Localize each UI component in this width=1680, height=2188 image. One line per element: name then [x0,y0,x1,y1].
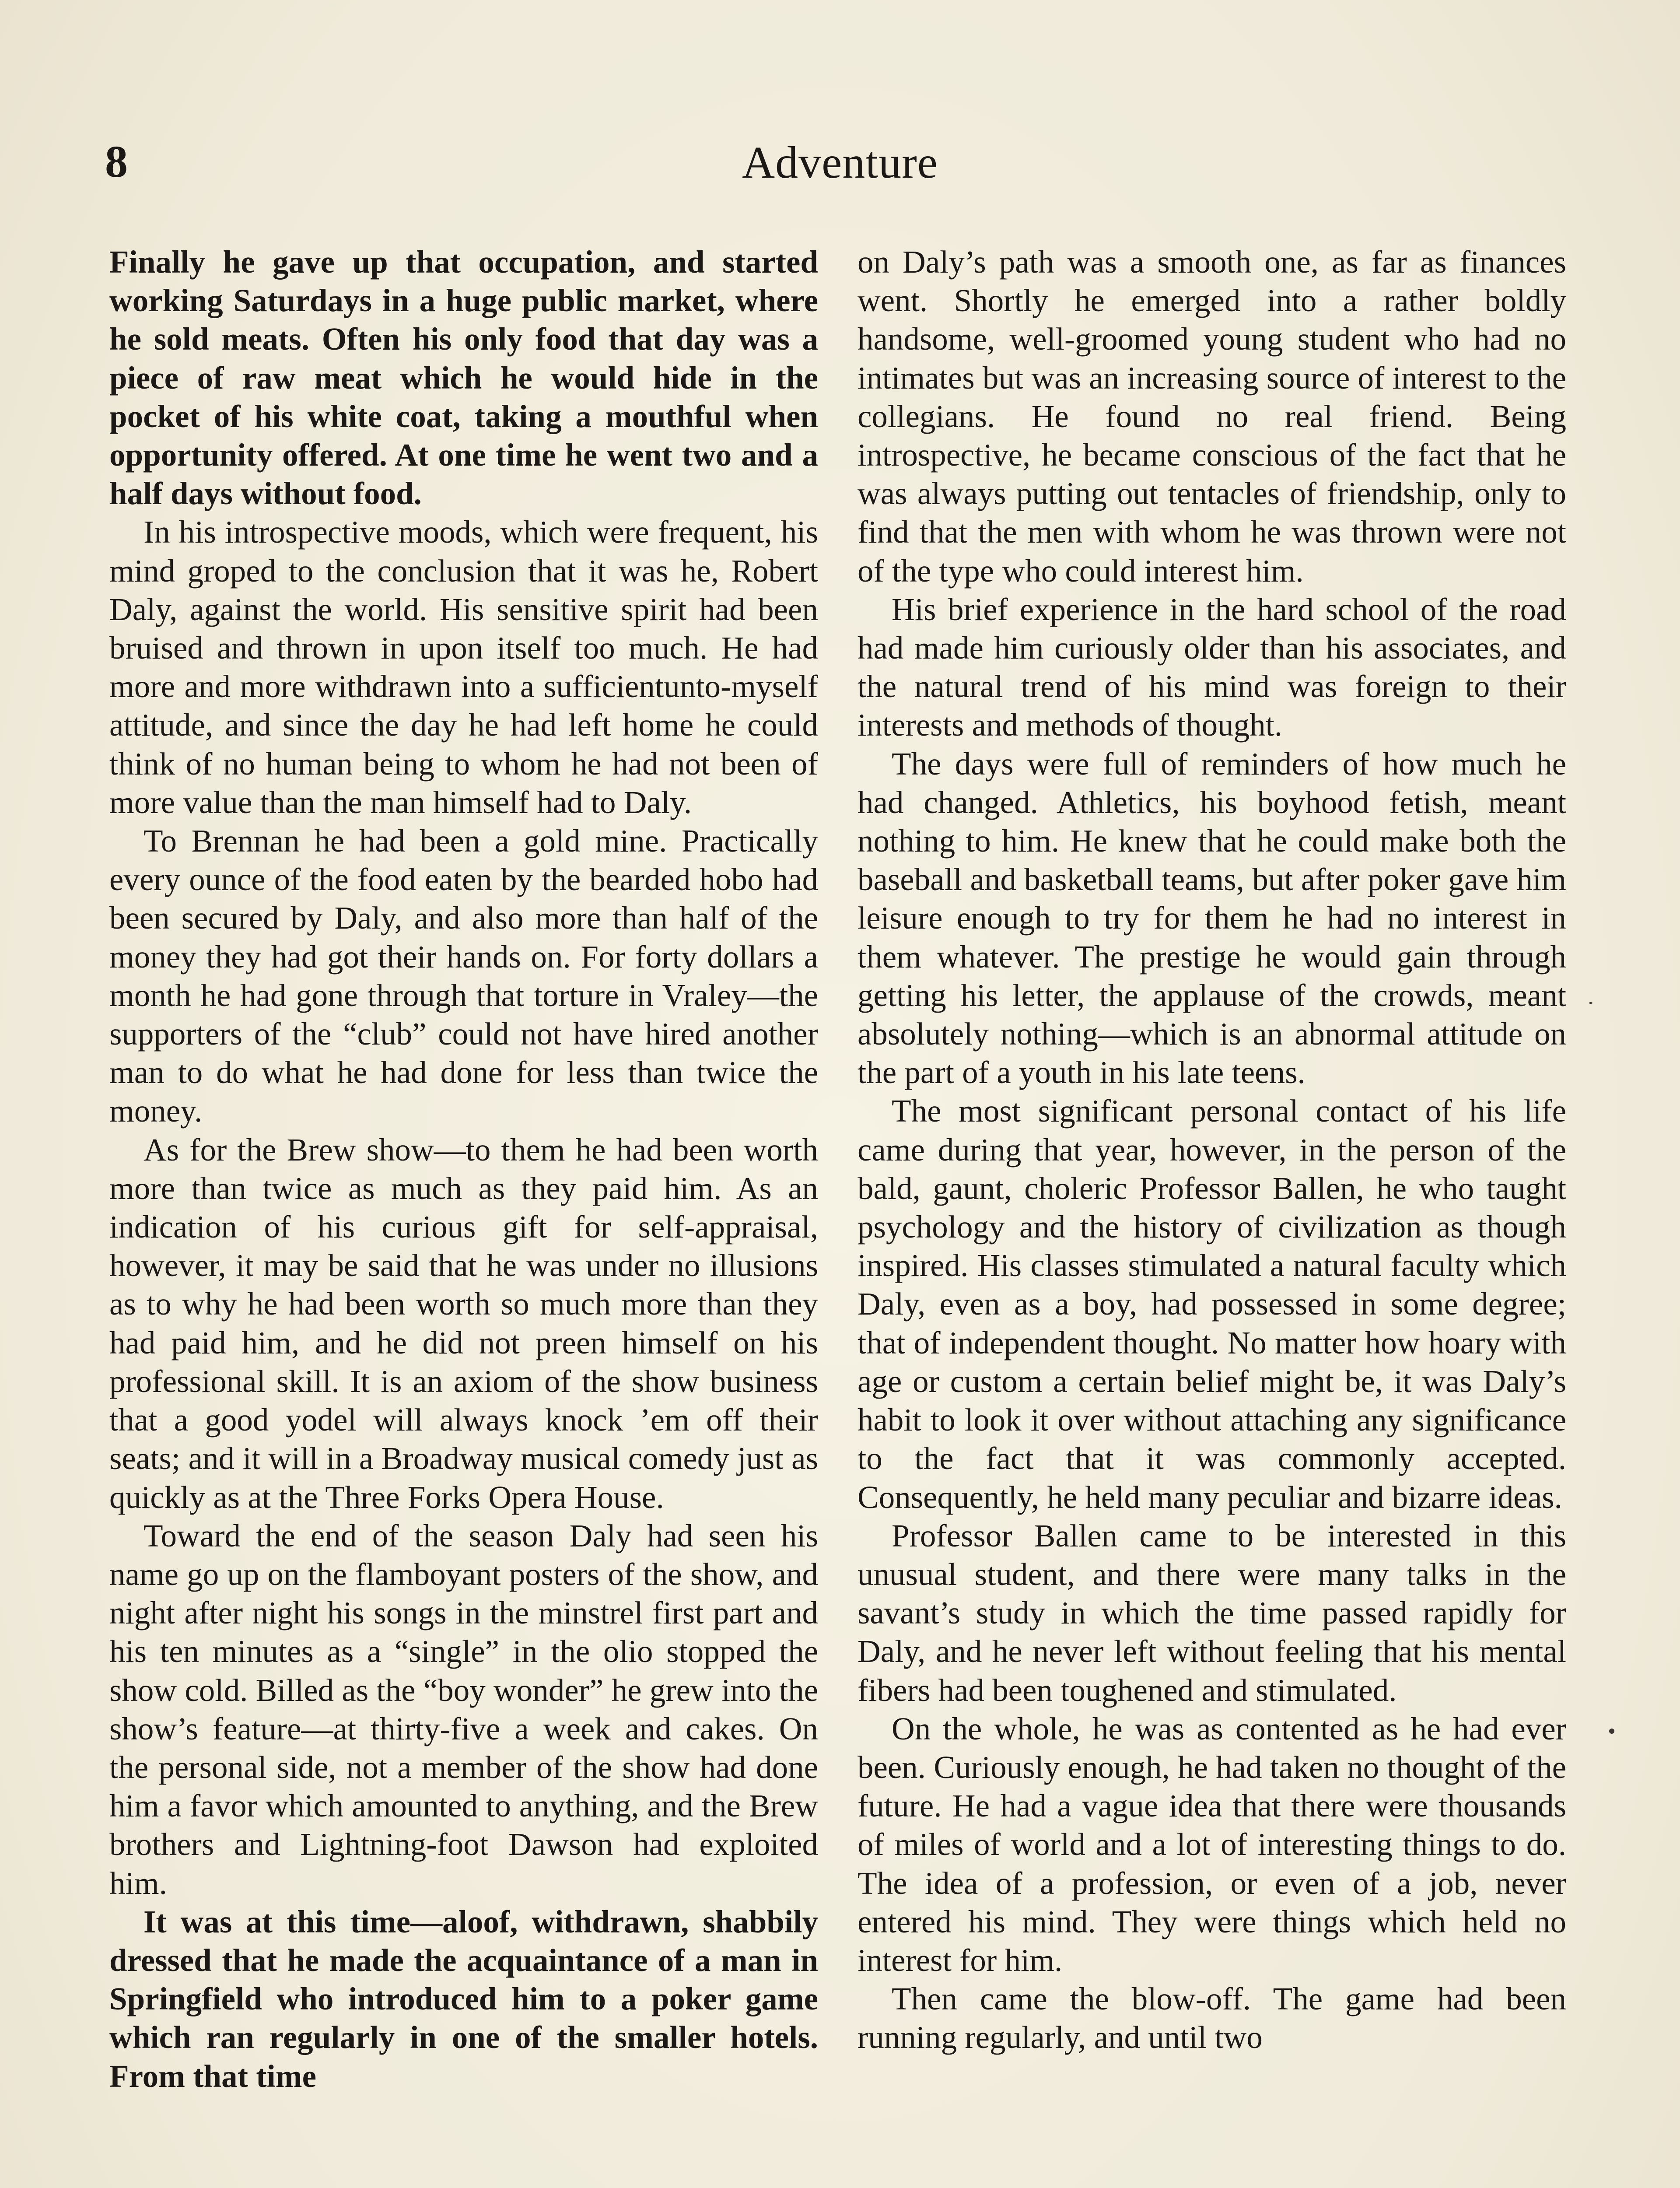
paragraph: Toward the end of the season Daly had seen his name go up on the flamboyant posters of the show, and night after night his songs in the minstrel first part and his ten minutes as a “single” in the olio stopped the show cold. Billed as the “boy wonder” he grew into the show’s feature—at thirty-five a week and cakes. On the personal side, not a member of the show had done him a favor which amounted to anything, and the Brew brothers and Lightning-foot Dawson had exploited him. [109,1518,818,1901]
paragraph: It was at this time—aloof, withdrawn, shabbily dressed that he made the acquaintance of a man in Springfield who introduced him to a poker game which ran regularly in one of the smaller hotels. From that time [109,1904,818,2094]
paragraph: In his introspective moods, which were frequent, his mind groped to the conclusion that it was he, Robert Daly, against the world. His sensitive spirit had been bruised and thrown in upon itself too much. He had more and more withdrawn into a sufficientunto-myself attitude, and since the day he had left home he could think of no human being to whom he had not been of more value than the man himself had to Daly. [109,514,818,820]
paragraph: Then came the blow-off. The game had been running regularly, and until two [858,1981,1566,2055]
paragraph: on Daly’s path was a smooth one, as far as finances went. Shortly he emerged into a rather boldly handsome, well-groomed young student who had no intimates but was an increasing source of interest to the collegians. He found no real friend. Being introspective, he became conscious of the fact that he was always putting out tentacles of friendship, only to find that the men with whom he was thrown were not of the type who could interest him. [858,244,1566,589]
paragraph: The days were full of reminders of how much he had changed. Athletics, his boyhood fetish, meant nothing to him. He knew that he could make both the baseball and basketball teams, but after poker gave him leisure enough to try for them he had no interest in them whatever. The prestige he would gain through getting his letter, the applause of the crowds, meant absolutely nothing—which is an abnormal attitude on the part of a youth in his late teens. [858,746,1566,1090]
left-column [109,243,818,2096]
running-head-title: Adventure [742,137,938,188]
paragraph: On the whole, he was as contented as he had ever been. Curiously enough, he had taken no thought of the future. He had a vague idea that there were thousands of miles of world and a lot of interesting things to do. The idea of a profession, or even of a job, never entered his mind. They were things which held no interest for him. [858,1711,1566,1978]
paragraph: His brief experience in the hard school of the road had made him curiously older than his associates, and the natural trend of his mind was foreign to their interests and methods of thought. [858,591,1566,743]
paragraph: As for the Brew show—to them he had been worth more than twice as much as they paid him. As an indication of his curious gift for self-appraisal, however, it may be said that he was under no illusions as to why he had been worth so much more than they had paid him, and he did not preen himself on his professional skill. It is an axiom of the show business that a good yodel will always knock ’em off their seats; and it will in a Broadway musical comedy just as quickly as at the Three Forks Opera House. [109,1132,818,1515]
paragraph: The most significant personal contact of his life came during that year, however, in the person of the bald, gaunt, choleric Professor Ballen, he who taught psychology and the history of civilization as though inspired. His classes stimulated a natural faculty which Daly, even as a boy, had possessed in some degree; that of independent thought. No matter how hoary with age or custom a certain belief might be, it was Daly’s habit to look it over without attaching any significance to the fact that it was commonly accepted. Consequently, he held many peculiar and bizarre ideas. [858,1093,1566,1515]
paragraph: Finally he gave up that occupation, and started working Saturdays in a huge public market, where he sold meats. Often his only food that day was a piece of raw meat which he would hide in the pocket of his white coat, taking a mouthful when opportunity offered. At one time he went two and a half days without food. [109,244,818,512]
right-column [858,243,1566,2057]
paragraph: Professor Ballen came to be interested in this unusual student, and there were many talks in the savant’s study in which the time passed rapidly for Daly, and he never left without feeling that his mental fibers had been toughened and stimulated. [858,1518,1566,1708]
paragraph: To Brennan he had been a gold mine. Practically every ounce of the food eaten by the bearded hobo had been secured by Daly, and also more than half of the money they had got their hands on. For forty dollars a month he had gone through that torture in Vraley—the supporters of the “club” could not have hired another man to do what he had done for less than twice the money. [109,823,818,1129]
ink-speck [1589,1002,1592,1004]
page-number: 8 [105,137,128,187]
ink-speck [1609,1729,1614,1734]
